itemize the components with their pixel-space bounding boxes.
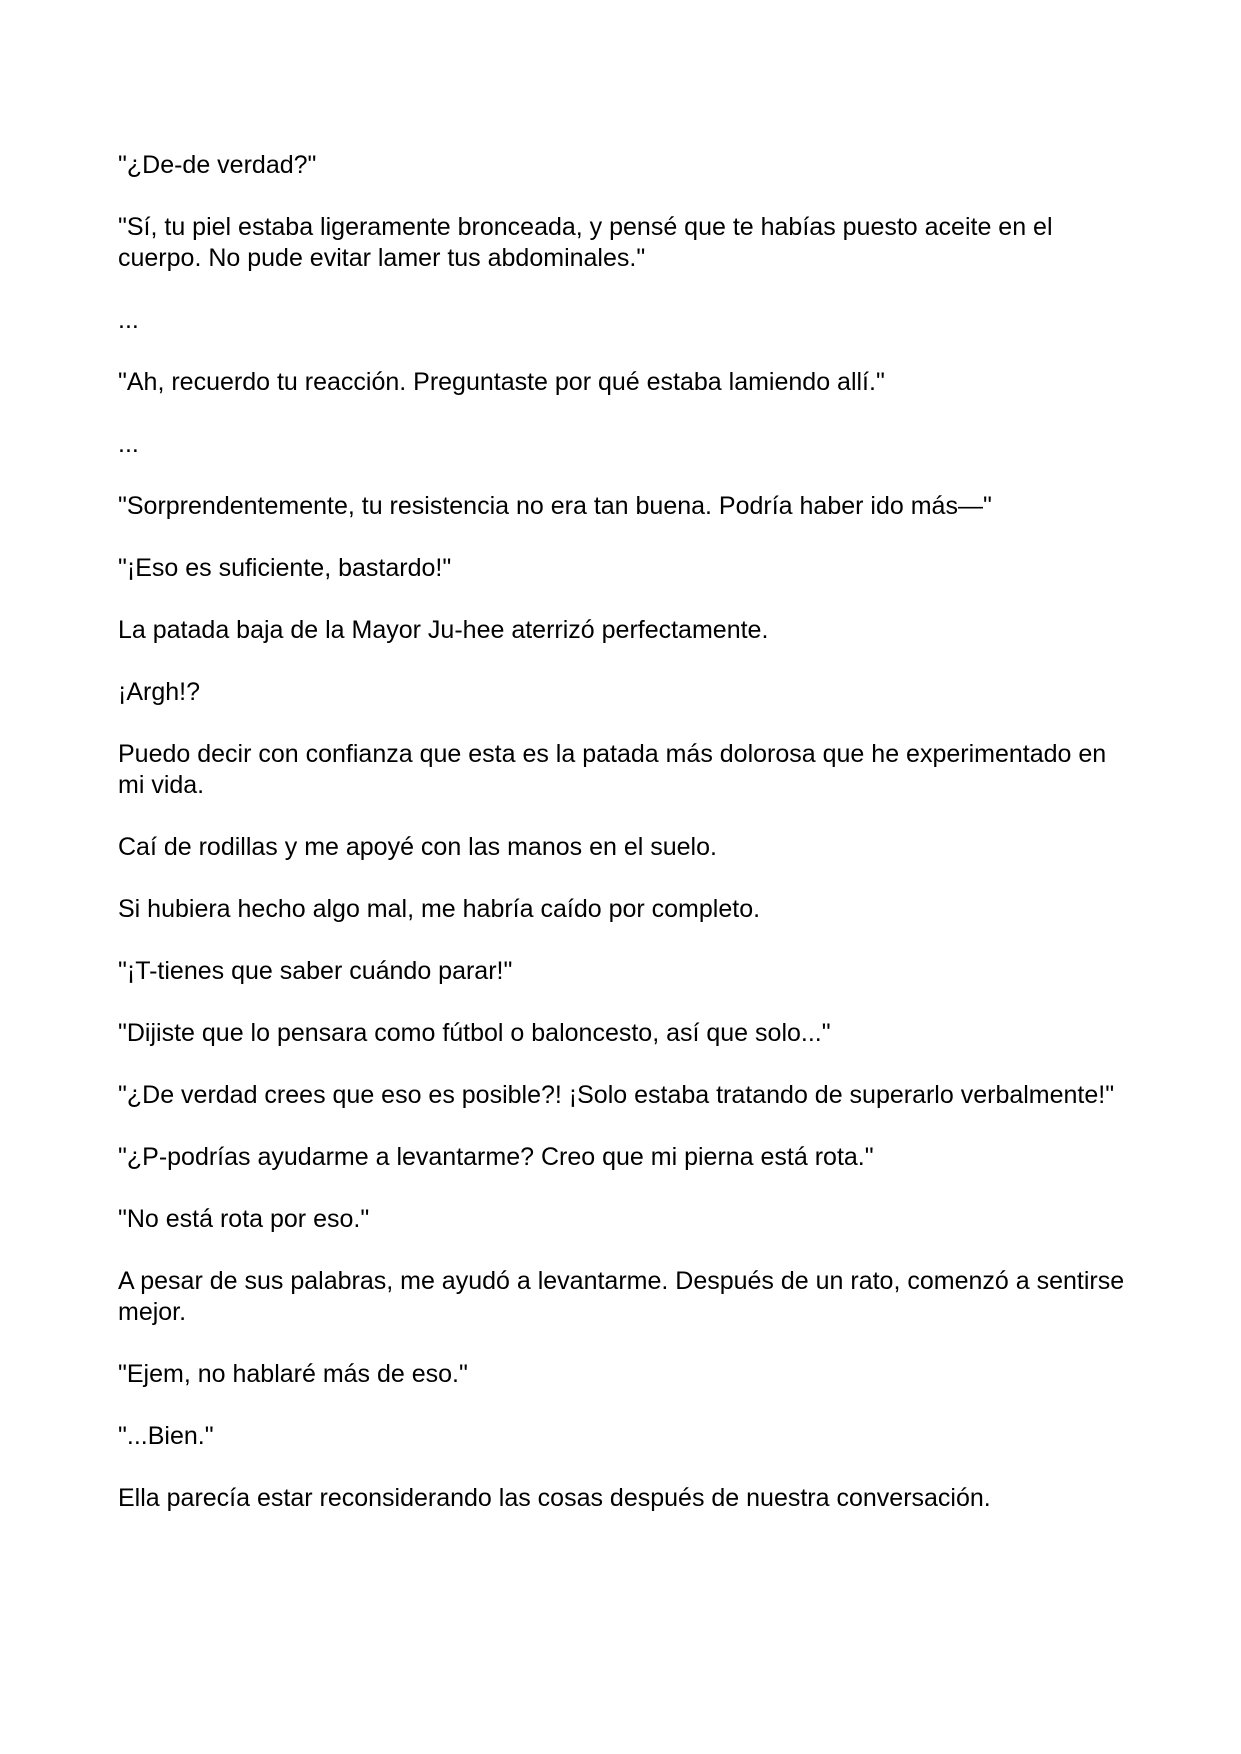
- paragraph: ...: [118, 430, 139, 458]
- paragraph: Ella parecía estar reconsiderando las cosas después de nuestra conversación.: [118, 1484, 991, 1512]
- paragraph: "Sí, tu piel estaba ligeramente bronceada, y pensé que te habías puesto aceite en el cuerpo. No pude evitar lamer tus abdominales.": [118, 213, 1053, 272]
- paragraph: ¡Argh!?: [118, 678, 200, 706]
- paragraph: "¿De-de verdad?": [118, 151, 317, 179]
- paragraph: "¿De verdad crees que eso es posible?! ¡Solo estaba tratando de superarlo verbalmente!": [118, 1081, 1115, 1109]
- text-body: [118, 150, 1128, 1545]
- paragraph: "No está rota por eso.": [118, 1205, 370, 1233]
- paragraph: La patada baja de la Mayor Ju-hee aterrizó perfectamente.: [118, 616, 769, 644]
- paragraph: A pesar de sus palabras, me ayudó a levantarme. Después de un rato, comenzó a sentirse mejor.: [118, 1267, 1125, 1326]
- paragraph: "Ejem, no hablaré más de eso.": [118, 1360, 468, 1388]
- paragraph: Caí de rodillas y me apoyé con las manos en el suelo.: [118, 833, 717, 861]
- paragraph: "...Bien.": [118, 1422, 214, 1450]
- paragraph: "¡Eso es suficiente, bastardo!": [118, 554, 452, 582]
- paragraph: Si hubiera hecho algo mal, me habría caído por completo.: [118, 895, 761, 923]
- paragraph: "¿P-podrías ayudarme a levantarme? Creo que mi pierna está rota.": [118, 1143, 874, 1171]
- paragraph: "Sorprendentemente, tu resistencia no era tan buena. Podría haber ido más—": [118, 492, 992, 520]
- paragraph: "¡T-tienes que saber cuándo parar!": [118, 957, 513, 985]
- paragraph: "Ah, recuerdo tu reacción. Preguntaste por qué estaba lamiendo allí.": [118, 368, 885, 396]
- paragraph: "Dijiste que lo pensara como fútbol o baloncesto, así que solo...": [118, 1019, 831, 1047]
- paragraph: ...: [118, 306, 139, 334]
- paragraph: Puedo decir con confianza que esta es la patada más dolorosa que he experimentado en mi vida.: [118, 740, 1107, 799]
